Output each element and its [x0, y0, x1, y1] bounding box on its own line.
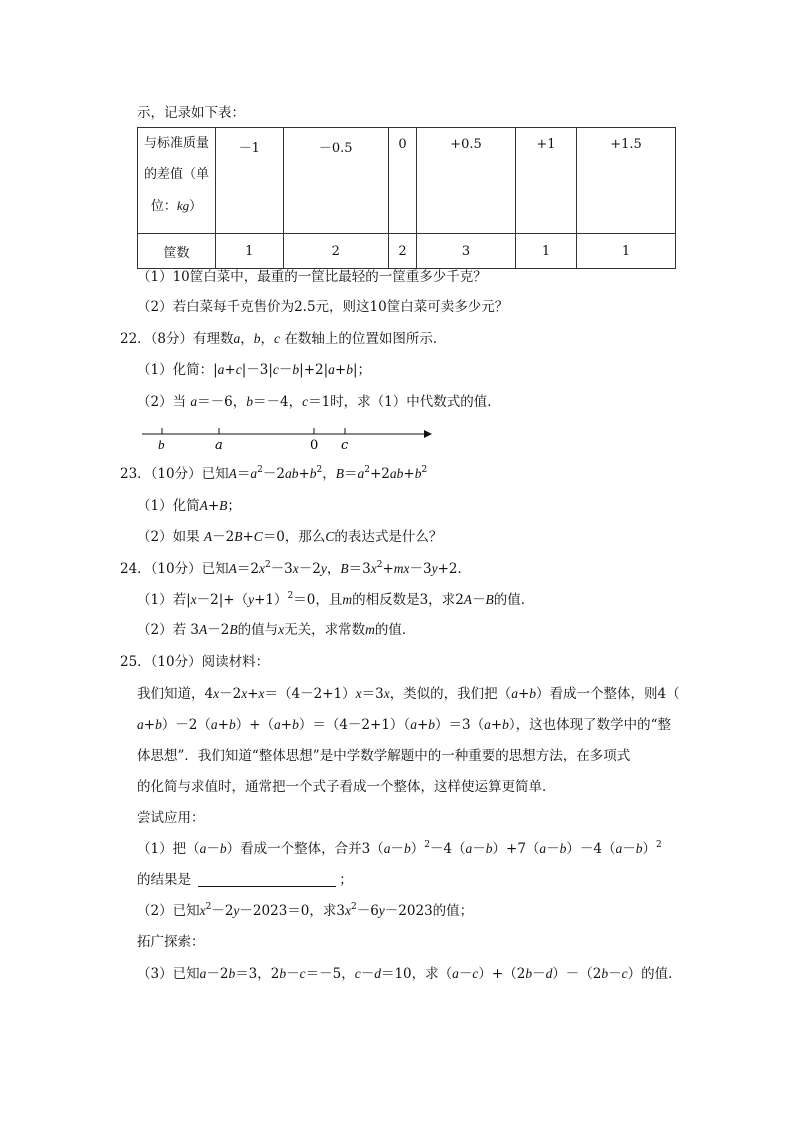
table-header-cell: 与标准质量 的差值（单 位：kg） — [138, 128, 216, 234]
q25-reading-line3: 体思想”．我们知道“整体思想”是中学数学解题中的一种重要的思想方法，在多项式 — [137, 748, 631, 764]
q24-heading: 24．（10分）已知$A=2x^2-3x-2y$，$B=3x^2+mx-3y+2$． — [120, 560, 472, 577]
q23-part2: （2）如果 A－2B+C＝0，那么C的表达式是什么？ — [137, 529, 443, 545]
intro-text: 示，记录如下表： — [137, 105, 245, 121]
table-cell: －1 — [216, 128, 284, 234]
arrow-icon — [424, 430, 432, 438]
table-row-label: 筐数 — [138, 234, 216, 269]
q25-reading-line2: a+b）－2（a+b）+（a+b）＝（4－2+1）（a+b）＝3（a+b），这也体现了数学中的“整 — [137, 717, 672, 733]
label-0: 0 — [310, 438, 319, 452]
answer-blank[interactable] — [198, 871, 336, 887]
table-cell: 1 — [515, 234, 576, 269]
table-cell: +0.5 — [417, 128, 516, 234]
table-row — [138, 128, 676, 234]
q25-part2: （2）已知$x^2-2y-2023=0$，求$3x^2-6y-2023$的值； — [137, 902, 474, 919]
q24-part1: （1）若$|x-2|+(y+1)^2=0$，且m的相反数是3，求2A－B的值． — [137, 591, 535, 608]
q25-heading: 25．（10分）阅读材料： — [120, 654, 270, 670]
table-cell: 2 — [388, 234, 416, 269]
q25-try-label: 尝试应用： — [137, 810, 205, 826]
label-c: c — [341, 438, 349, 452]
q25-part1-answer: 的结果是 ； — [137, 872, 353, 888]
table-cell: 1 — [577, 234, 676, 269]
q23-heading: 23．（10分）已知$A=a^2-2ab+b^2$，$B=a^2+2ab+b^2$ — [120, 465, 428, 482]
table-row — [138, 234, 676, 269]
table-cell: +1 — [515, 128, 576, 234]
q23-part1: （1）化简A+B； — [137, 498, 241, 514]
q25-reading-line1: 我们知道，4x－2x+x＝（4－2+1）x＝3x，类似的，我们把（a+b）看成一个整体，则4（ — [137, 686, 680, 702]
q25-part1: （1）把（a－b）看成一个整体，合并$3(a-b)^2-4(a-b)+7(a-b)-4(a-b)^2$ — [137, 840, 662, 857]
table-cell: 3 — [417, 234, 516, 269]
q22-part1: （1）化简：|a+c|－3|c－b|+2|a+b|； — [137, 362, 372, 378]
table-cell: +1.5 — [577, 128, 676, 234]
table-cell: 0 — [388, 128, 416, 234]
table-cell: 2 — [283, 234, 388, 269]
table-cell: 1 — [216, 234, 284, 269]
weight-diff-table — [137, 127, 676, 269]
q22-heading: 22．（8分）有理数a，b，c 在数轴上的位置如图所示． — [120, 331, 447, 347]
q25-reading-line4: 的化简与求值时，通常把一个式子看成一个整体，这样使运算更简单． — [137, 779, 556, 795]
table-cell: －0.5 — [283, 128, 388, 234]
q25-explore-label: 拓广探索： — [137, 934, 205, 950]
label-a: a — [215, 438, 223, 452]
q21-part2: （2）若白菜每千克售价为2.5元，则这10筐白菜可卖多少元？ — [137, 299, 509, 315]
q22-part2: （2）当 a＝－6，b＝－4，c＝1时，求（1）中代数式的值． — [137, 394, 501, 410]
q21-part1: （1）10筐白菜中，最重的一筐比最轻的一筐重多少千克？ — [137, 269, 487, 285]
number-line — [140, 420, 440, 452]
q24-part2: （2）若 3A－2B的值与x无关，求常数m的值． — [137, 622, 416, 638]
q25-part3: （3）已知a－2b＝3，2b－c＝－5，c－d＝10，求（a－c）+（2b－d）－（2b－c）的值． — [137, 966, 682, 982]
label-b: b — [158, 437, 165, 452]
